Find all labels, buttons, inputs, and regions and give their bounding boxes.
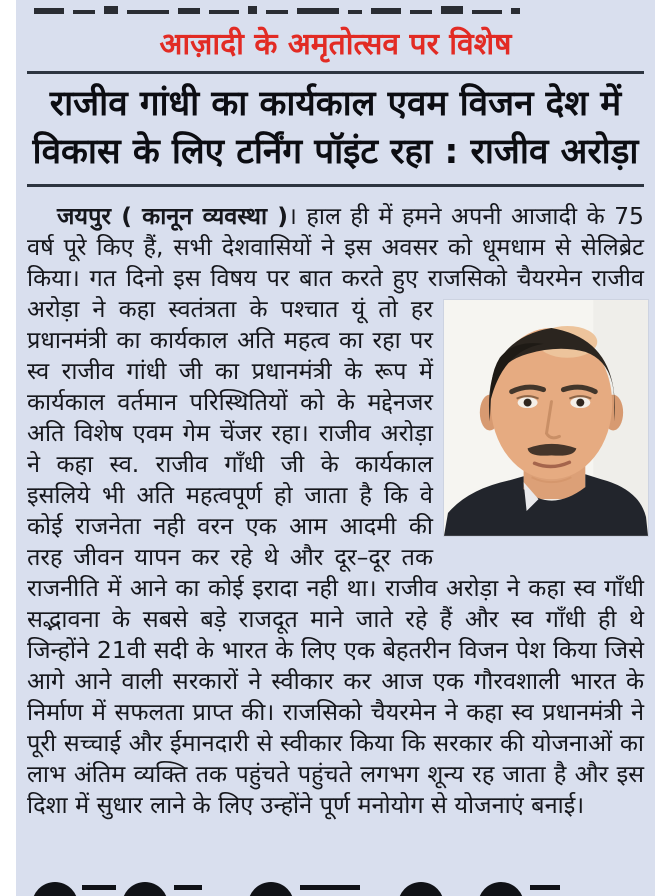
divider-rule-top (27, 71, 644, 74)
newspaper-clipping (16, 0, 655, 896)
divider-rule-bottom (27, 184, 644, 187)
portrait-photo (443, 299, 649, 537)
body-text-after-photo: चैयरमेन राजीव अरोड़ा ने कहा स्वतंत्रता के पश्चात यूं तो हर प्रधानमंत्री का कार्यकाल अति महत्व का रहा पर स्व राजीव गांधी जी का प्रधानमंत्री के रूप में कार्यकाल वर्तमान परिस्थितियों को के मद्देनजर अति विशेष एवम गेम चेंजर रहा। राजीव अरोड़ा ने कहा स्व. राजीव गाँधी जी के कार्यकाल इसलिये भी अति महत्वपूर्ण हो जाता है कि वे कोई राजनेता नही वरन एक आम आदमी की तरह जीवन यापन कर रहे थे और दूर–दूर तक राजनीति में आने का कोई इरादा नही था। राजीव अरोड़ा ने कहा स्व गाँधी सद्भावना के सबसे बड़े राजदूत माने जाते रहे हैं और स्व गाँधी ही थे जिन्होंने 21वी सदी के भारत के लिए एक बेहतरीन विजन पेश किया जिसे आगे आने वाली सरकारों ने स्वीकार कर आज एक गौरवशाली भारत के निर्माण में सफलता प्राप्त की। राजसिको चैयरमेन ने कहा स्व प्रधानमंत्री ने पूरी सच्चाई और ईमानदारी से स्वीकार किया कि सरकार की योजनाओं का लाभ अंतिम व्यक्ति तक पहुंचते पहुंचते लगभग शून्य रह जाता है और इस दिशा में सुधार लाने के लिए उन्होंने पूर्ण मनोयोग से योजनाएं बनाई। (27, 264, 644, 819)
article-body (16, 201, 655, 821)
body-text-before-photo: । हाल ही में हमने अपनी आजादी के 75 वर्ष पूरे किए हैं, सभी देशवासियों ने इस अवसर को धूमधाम से सेलिब्रेट किया। गत दिनो इस विषय पर बात करते हुए राजसिको (27, 202, 644, 292)
main-headline: राजीव गांधी का कार्यकाल एवम विजन देश में विकास के लिए टर्निंग पॉइंट रहा : राजीव अरोड़ा (32, 84, 639, 172)
kicker-headline: आज़ादी के अमृतोत्सव पर विशेष (159, 27, 512, 62)
cropped-bottom-headline (16, 879, 655, 896)
dateline: जयपुर ( कानून व्यवस्था ) (57, 202, 289, 230)
cropped-top-text-line (16, 0, 655, 16)
portrait-illustration (444, 300, 648, 536)
